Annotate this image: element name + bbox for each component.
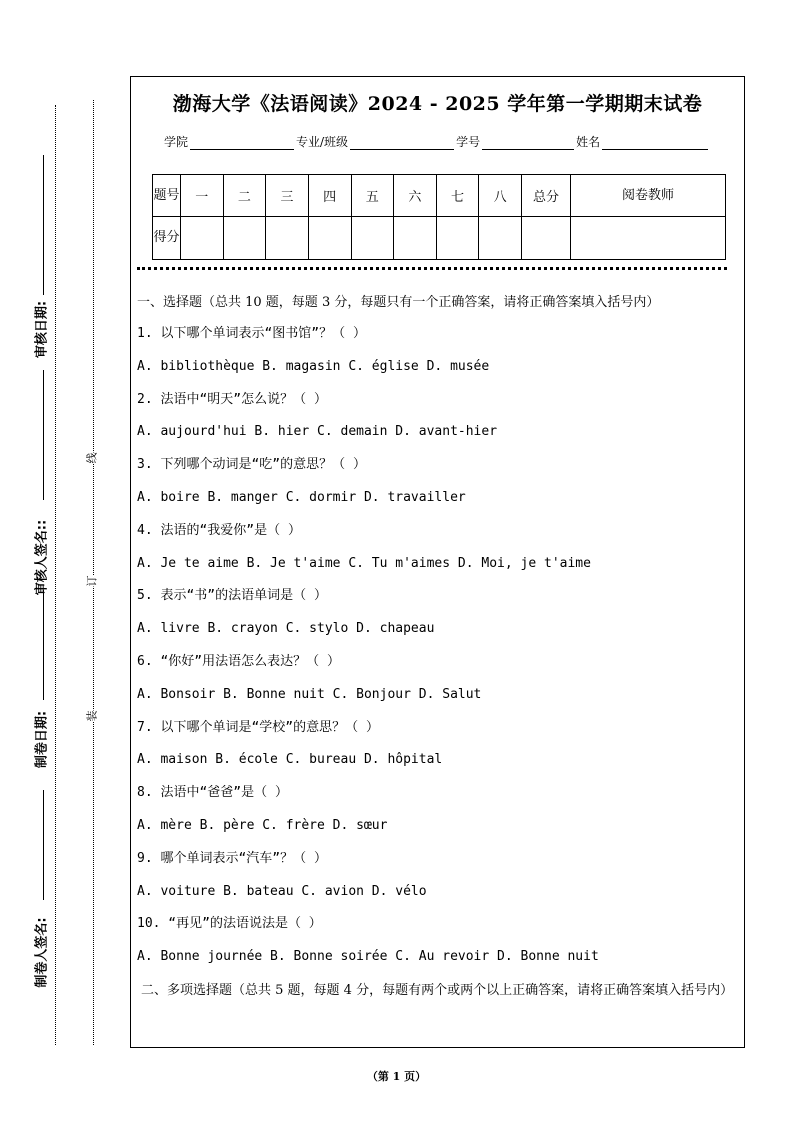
score-cell[interactable] — [351, 217, 394, 260]
field-id-label: 学号 — [456, 135, 481, 149]
signature-label-maker: 制卷人签名: — [34, 917, 50, 988]
score-cell[interactable] — [571, 217, 726, 260]
question: 10. “再见”的法语说法是（ ） — [137, 916, 322, 932]
score-cell[interactable] — [223, 217, 266, 260]
score-col-1: 一 — [181, 175, 224, 217]
question: 9. 哪个单词表示“汽车”？（ ） — [137, 850, 327, 866]
exam-frame — [130, 76, 745, 1048]
score-cell[interactable] — [522, 217, 571, 260]
score-col-total: 总分 — [522, 175, 571, 217]
signature-label-approver: 审核人签名:: — [34, 519, 50, 596]
score-col-7: 七 — [436, 175, 479, 217]
left-dotted-line — [55, 105, 56, 1045]
score-col-6: 六 — [394, 175, 437, 217]
field-name-label: 姓名 — [576, 135, 601, 149]
score-col-8: 八 — [479, 175, 522, 217]
score-table-score-row — [153, 217, 726, 260]
score-table — [152, 174, 726, 260]
score-col-2: 二 — [223, 175, 266, 217]
question: 5. 表示“书”的法语单词是（ ） — [137, 588, 327, 604]
binding-mark-xian: 线 — [85, 452, 99, 464]
exam-title: 渤海大学《法语阅读》2024 - 2025 学年第一学期期末试卷 — [172, 93, 703, 115]
student-info-row — [164, 133, 710, 150]
approver-sign-line — [43, 370, 44, 500]
score-col-3: 三 — [266, 175, 309, 217]
question-options: A. Bonne journée B. Bonne soirée C. Au revoir D. Bonne nuit — [137, 949, 599, 965]
score-cell[interactable] — [308, 217, 351, 260]
field-name-blank[interactable] — [602, 137, 708, 150]
exam-body — [137, 291, 743, 1011]
question-options: A. livre B. crayon C. stylo D. chapeau — [137, 621, 435, 637]
score-cell[interactable] — [181, 217, 224, 260]
question-options: A. maison B. école C. bureau D. hôpital — [137, 752, 443, 768]
signature-label-maker-date: 制卷日期: — [34, 710, 50, 769]
section2-heading: 二、多项选择题（总共 5 题，每题 4 分，每题有两个或两个以上正确答案，请将正确答案填入括号内） — [141, 982, 734, 998]
binding-dotted-line — [93, 100, 94, 1045]
section1-heading: 一、选择题（总共 10 题，每题 3 分，每题只有一个正确答案，请将正确答案填入括号内） — [137, 295, 660, 310]
question-options: A. Je te aime B. Je t'aime C. Tu m'aimes D. Moi, je t'aime — [137, 555, 591, 571]
field-college-blank[interactable] — [190, 137, 294, 150]
binding-mark-ding: 订 — [85, 575, 99, 587]
score-cell[interactable] — [436, 217, 479, 260]
field-college-label: 学院 — [164, 135, 189, 149]
question: 6. “你好”用法语怎么表达？（ ） — [137, 653, 340, 669]
question-options: A. aujourd'hui B. hier C. demain D. avant-hier — [137, 424, 498, 440]
question: 1. 以下哪个单词表示“图书馆”？（ ） — [137, 326, 366, 341]
field-major-blank[interactable] — [350, 137, 454, 150]
score-table-row-label: 得分 — [153, 217, 181, 260]
question: 2. 法语中“明天”怎么说？（ ） — [137, 391, 327, 407]
score-col-5: 五 — [351, 175, 394, 217]
score-cell[interactable] — [479, 217, 522, 260]
question-options: A. Bonsoir B. Bonne nuit C. Bonjour D. Salut — [137, 686, 482, 702]
question: 7. 以下哪个单词是“学校”的意思？（ ） — [137, 719, 379, 735]
signature-label-approver-date: 审核日期: — [34, 300, 50, 359]
score-cell[interactable] — [394, 217, 437, 260]
score-col-grader: 阅卷教师 — [571, 175, 726, 217]
binding-mark-zhuang: 装 — [85, 710, 99, 722]
question-options: A. bibliothèque B. magasin C. église D. musée — [137, 358, 490, 374]
score-table-row-label: 题号 — [153, 175, 181, 217]
field-id-blank[interactable] — [482, 137, 574, 150]
dotted-separator — [137, 267, 727, 270]
field-major-label: 专业/班级 — [296, 135, 349, 149]
maker-sign-line — [43, 790, 44, 900]
page-number: （第 1 页） — [366, 1070, 427, 1083]
score-cell[interactable] — [266, 217, 309, 260]
question-options: A. boire B. manger C. dormir D. travailler — [137, 489, 466, 505]
question-options: A. voiture B. bateau C. avion D. vélo — [137, 883, 427, 899]
approver-date-line — [43, 155, 44, 295]
score-table-header-row — [153, 175, 726, 217]
question: 8. 法语中“爸爸”是（ ） — [137, 785, 288, 801]
question-options: A. mère B. père C. frère D. sœur — [137, 817, 388, 833]
question: 3. 下列哪个动词是“吃”的意思？（ ） — [137, 457, 366, 473]
question: 4. 法语的“我爱你”是（ ） — [137, 522, 301, 538]
maker-date-line — [43, 590, 44, 700]
score-col-4: 四 — [308, 175, 351, 217]
